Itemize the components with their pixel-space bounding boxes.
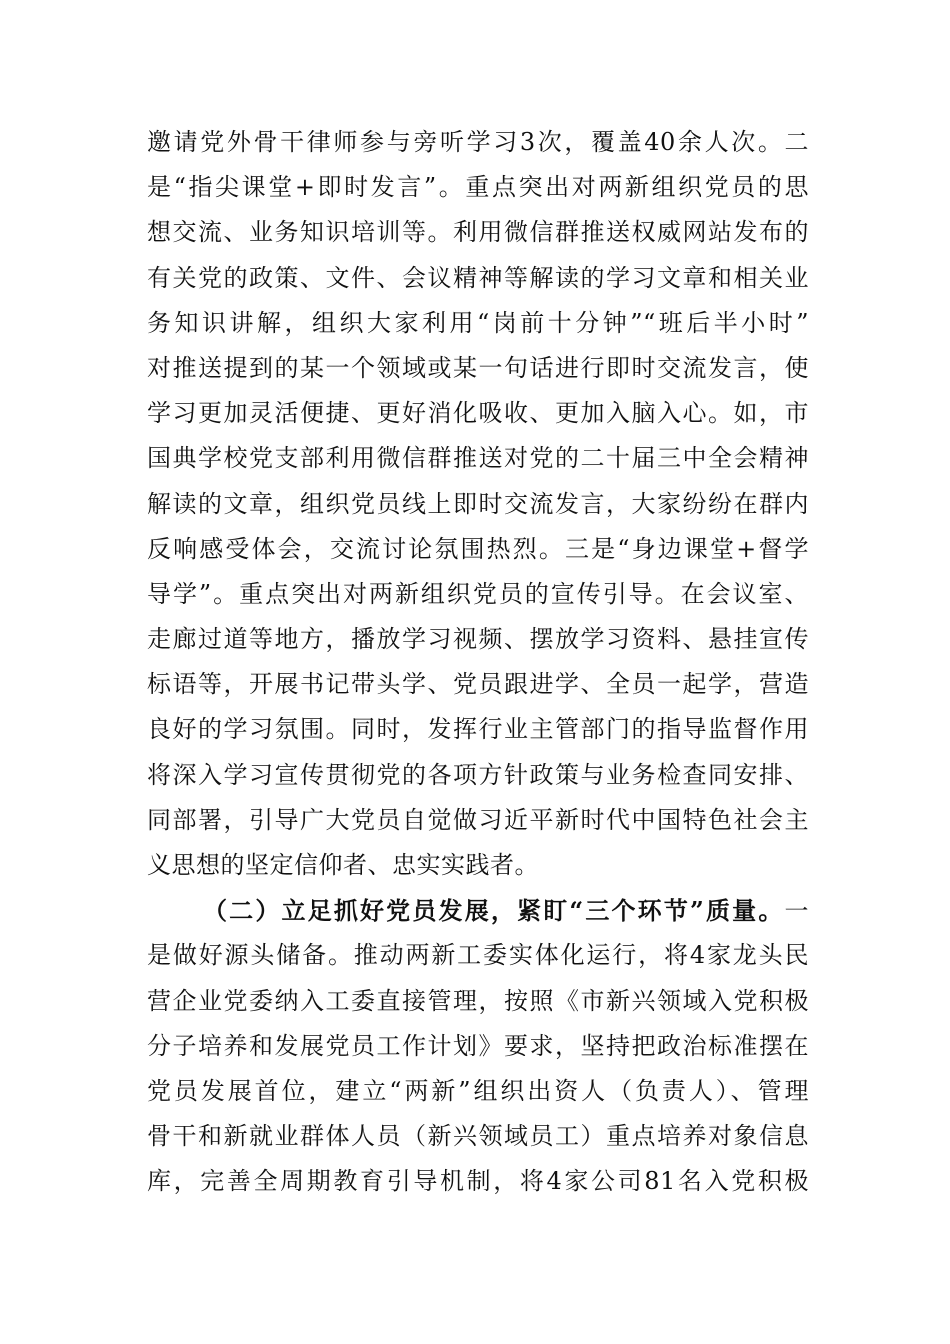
text-line: 解读的文章，组织党员线上即时交流发言，大家纷纷在群内 xyxy=(147,489,809,518)
text-line: 导学”。重点突出对两新组织党员的宣传引导。在会议室、 xyxy=(147,579,809,608)
text-line: 是“指尖课堂+即时发言”。重点突出对两新组织党员的思 xyxy=(147,173,809,202)
paragraph-1 xyxy=(147,120,809,888)
text-line: 学习更加灵活便捷、更好消化吸收、更加入脑入心。如，市 xyxy=(147,399,809,428)
text-line: 良好的学习氛围。同时，发挥行业主管部门的指导监督作用 xyxy=(147,715,809,744)
body-text xyxy=(147,120,809,1205)
text-line: 对推送提到的某一个领域或某一句话进行即时交流发言，使 xyxy=(147,353,809,382)
text-line: 国典学校党支部利用微信群推送对党的二十届三中全会精神 xyxy=(147,444,809,473)
text-line: 将深入学习宣传贯彻党的各项方针政策与业务检查同安排、 xyxy=(147,760,809,789)
text-line: 有关党的政策、文件、会议精神等解读的学习文章和相关业 xyxy=(147,263,809,292)
text-line: 是做好源头储备。推动两新工委实体化运行，将4家龙头民 xyxy=(147,941,809,970)
text-line: 库，完善全周期教育引导机制，将4家公司81名入党积极 xyxy=(147,1167,809,1196)
paragraph-2 xyxy=(147,888,809,1204)
text-line: 党员发展首位，建立“两新”组织出资人（负责人）、管理 xyxy=(147,1076,809,1105)
section-heading-line xyxy=(147,888,809,933)
text-line: 反响感受体会，交流讨论氛围热烈。三是“身边课堂+督学 xyxy=(147,534,809,563)
text-line: 邀请党外骨干律师参与旁听学习3次，覆盖40余人次。二 xyxy=(147,128,809,156)
text-line: 务知识讲解，组织大家利用“岗前十分钟”“班后半小时” xyxy=(147,308,809,337)
text-line: 标语等，开展书记带头学、党员跟进学、全员一起学，营造 xyxy=(147,670,809,699)
text-line: 分子培养和发展党员工作计划》要求，坚持把政治标准摆在 xyxy=(147,1031,809,1060)
text-line: 义思想的坚定信仰者、忠实实践者。 xyxy=(147,851,539,879)
text-fragment: 一 xyxy=(784,897,809,926)
text-line: 想交流、业务知识培训等。利用微信群推送权威网站发布的 xyxy=(147,218,809,247)
text-line: 营企业党委纳入工委直接管理，按照《市新兴领域入党积极 xyxy=(147,986,809,1015)
text-line: 同部署，引导广大党员自觉做习近平新时代中国特色社会主 xyxy=(147,805,809,834)
text-line: 走廊过道等地方，播放学习视频、摆放学习资料、悬挂宣传 xyxy=(147,625,809,654)
section-heading: （二）立足抓好党员发展，紧盯“三个环节”质量。 xyxy=(203,896,785,926)
text-line: 骨干和新就业群体人员（新兴领域员工）重点培养对象信息 xyxy=(147,1122,809,1151)
